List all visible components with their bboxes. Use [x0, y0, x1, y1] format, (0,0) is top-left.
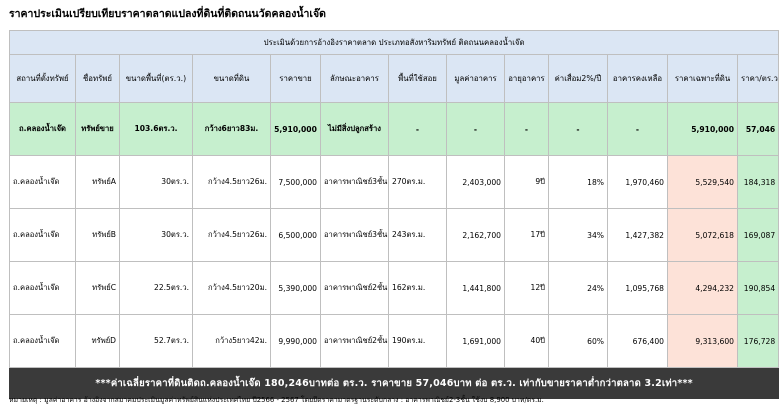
- cell: 9,990,000: [271, 315, 321, 368]
- cell: 18%: [549, 156, 608, 209]
- cell: 5,910,000: [668, 103, 738, 156]
- cell: -: [447, 103, 505, 156]
- header-row: [10, 55, 779, 103]
- cell: อาคารพาณิชย์3ชั้น: [321, 209, 389, 262]
- cell: 190,854: [738, 262, 779, 315]
- cell: ทรัพย์B: [76, 209, 120, 262]
- cell: 162ตร.ม.: [389, 262, 447, 315]
- cell: กว้าง5ยาว42ม.: [193, 315, 271, 368]
- subject-row: [10, 103, 779, 156]
- cell: 17ปี: [505, 209, 549, 262]
- cell: 1,427,382: [608, 209, 668, 262]
- cell: 57,046: [738, 103, 779, 156]
- cell: 1,691,000: [447, 315, 505, 368]
- cell: ถ.คลองน้ำเจ๊ด: [10, 156, 76, 209]
- cell: -: [549, 103, 608, 156]
- cell: ถ.คลองน้ำเจ๊ด: [10, 103, 76, 156]
- cell: ทรัพย์A: [76, 156, 120, 209]
- cell: 176,728: [738, 315, 779, 368]
- cell: 12ปี: [505, 262, 549, 315]
- cell: 7,500,000: [271, 156, 321, 209]
- cell: 9ปี: [505, 156, 549, 209]
- cell: กว้าง6ยาว83ม.: [193, 103, 271, 156]
- cell: ไม่มีสิ่งปลูกสร้าง: [321, 103, 389, 156]
- cell: 52.7ตร.ว.: [120, 315, 193, 368]
- cell: กว้าง4.5ยาว20ม.: [193, 262, 271, 315]
- col-header-price: ราคาขาย: [271, 55, 321, 103]
- footnote: หมายเหตุ : มูลค่าอาคาร อ้างอิงจากสมาคมประเมินมูลค่าทรัพย์สินแห่งประเทศไทย ปี2566 - 2567 โดยยึดราคามาตรฐานระดับกลาง : อาคารพาณิชย์2-3ชั้น ใช้งบ 8,900 บาท/ตร.ม.: [9, 396, 544, 404]
- cell: 5,910,000: [271, 103, 321, 156]
- cell: กว้าง4.5ยาว26ม.: [193, 209, 271, 262]
- cell: อาคารพาณิชย์2ชั้น: [321, 315, 389, 368]
- table-row: [10, 315, 779, 368]
- col-header-land-size: ขนาดที่ดิน: [193, 55, 271, 103]
- cell: ทรัพย์ขาย: [76, 103, 120, 156]
- cell: 243ตร.ม.: [389, 209, 447, 262]
- cell: 24%: [549, 262, 608, 315]
- col-header-building-type: ลักษณะอาคาร: [321, 55, 389, 103]
- cell: อาคารพาณิชย์3ชั้น: [321, 156, 389, 209]
- cell: 2,403,000: [447, 156, 505, 209]
- cell: 1,970,460: [608, 156, 668, 209]
- col-header-usable-area: พื้นที่ใช้สอย: [389, 55, 447, 103]
- col-header-area: ขนาดพื้นที่(ตร.ว.): [120, 55, 193, 103]
- cell: -: [608, 103, 668, 156]
- cell: 169,087: [738, 209, 779, 262]
- cell: 103.6ตร.ว.: [120, 103, 193, 156]
- table-caption: ประเมินด้วยการอ้างอิงราคาตลาด ประเภทอสังหาริมทรัพย์ ติดถนนคลองน้ำเจ๊ด: [10, 31, 779, 55]
- cell: กว้าง4.5ยาว26ม.: [193, 156, 271, 209]
- cell: 1,441,800: [447, 262, 505, 315]
- cell: 22.5ตร.ว.: [120, 262, 193, 315]
- col-header-building-value: มูลค่าอาคาร: [447, 55, 505, 103]
- cell: 5,390,000: [271, 262, 321, 315]
- cell: 270ตร.ม.: [389, 156, 447, 209]
- cell: 4,294,232: [668, 262, 738, 315]
- cell: -: [389, 103, 447, 156]
- comparison-table: [9, 30, 779, 399]
- col-header-land-only-price: ราคาเฉพาะที่ดิน: [668, 55, 738, 103]
- cell: 2,162,700: [447, 209, 505, 262]
- col-header-location: สถานที่ตั้งทรัพย์: [10, 55, 76, 103]
- col-header-building-age: อายุอาคาร: [505, 55, 549, 103]
- cell: 5,529,540: [668, 156, 738, 209]
- cell: ทรัพย์D: [76, 315, 120, 368]
- table-row: [10, 262, 779, 315]
- cell: 1,095,768: [608, 262, 668, 315]
- cell: 60%: [549, 315, 608, 368]
- cell: 34%: [549, 209, 608, 262]
- cell: 6,500,000: [271, 209, 321, 262]
- page-title: ราคาประเมินเปรียบเทียบราคาตลาดแปลงที่ดินที่ติดถนนวัดคลองน้ำเจ๊ด: [9, 8, 326, 20]
- cell: 190ตร.ม.: [389, 315, 447, 368]
- cell: ถ.คลองน้ำเจ๊ด: [10, 315, 76, 368]
- table-row: [10, 156, 779, 209]
- cell: 9,313,600: [668, 315, 738, 368]
- table-row: [10, 209, 779, 262]
- cell: อาคารพาณิชย์2ชั้น: [321, 262, 389, 315]
- cell: 30ตร.ว.: [120, 209, 193, 262]
- cell: 30ตร.ว.: [120, 156, 193, 209]
- col-header-name: ชื่อทรัพย์: [76, 55, 120, 103]
- cell: ทรัพย์C: [76, 262, 120, 315]
- cell: 40ปี: [505, 315, 549, 368]
- col-header-depreciation: ค่าเสื่อม2%/ปี: [549, 55, 608, 103]
- cell: -: [505, 103, 549, 156]
- summary-banner: ***ค่าเฉลี่ยราคาที่ดินติดถ.คลองน้ำเจ๊ด 180,246บาทต่อ ตร.ว. ราคาขาย 57,046บาท ต่อ ตร.ว. เท่ากับขายราคาต่ำกว่าตลาด 3.2เท่า***: [10, 368, 779, 399]
- col-header-remaining-building: อาคารคงเหลือ: [608, 55, 668, 103]
- col-header-price-per-wa: ราคา/ตร.ว: [738, 55, 779, 103]
- cell: ถ.คลองน้ำเจ๊ด: [10, 209, 76, 262]
- cell: ถ.คลองน้ำเจ๊ด: [10, 262, 76, 315]
- cell: 5,072,618: [668, 209, 738, 262]
- cell: 184,318: [738, 156, 779, 209]
- cell: 676,400: [608, 315, 668, 368]
